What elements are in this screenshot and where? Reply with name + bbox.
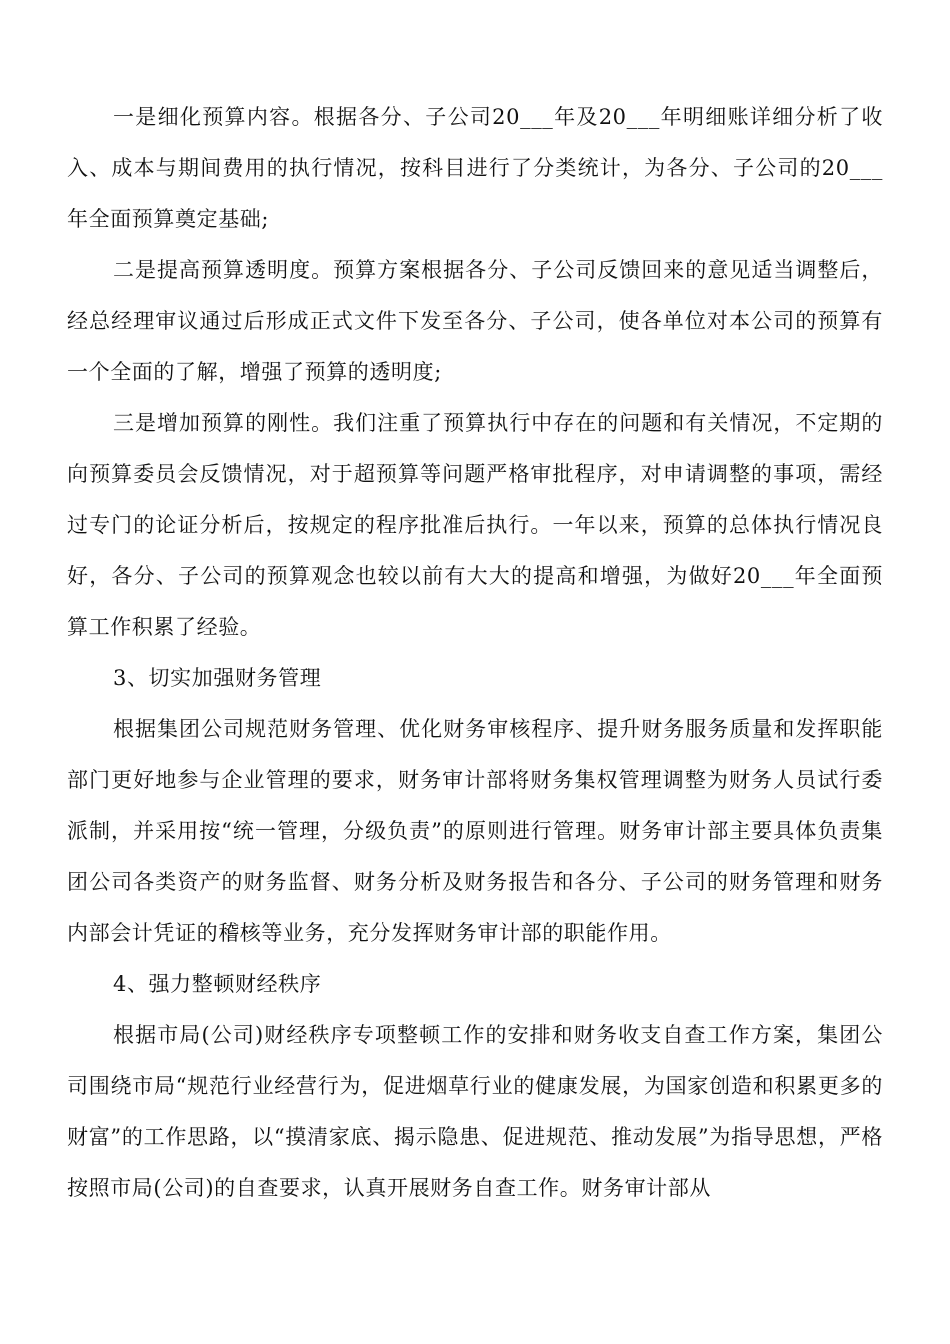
paragraph-budget-rigidity: 三是增加预算的刚性。我们注重了预算执行中存在的问题和有关情况，不定期的向预算委员会反馈情况，对于超预算等问题严格审批程序，对申请调整的事项，需经过专门的论证分析后，按规定的程序批准后执行。一年以来，预算的总体执行情况良好，各分、子公司的预算观念也较以前有大大的提高和增强，为做好20___年全面预算工作积累了经验。 — [67, 411, 883, 639]
paragraph-budget-transparency: 二是提高预算透明度。预算方案根据各分、子公司反馈回来的意见适当调整后，经总经理审议通过后形成正式文件下发至各分、子公司，使各单位对本公司的预算有一个全面的了解，增强了预算的透明度; — [67, 258, 883, 384]
section-heading-financial-order: 4、强力整顿财经秩序 — [113, 972, 322, 996]
document-body — [67, 92, 883, 1214]
section-heading-financial-management: 3、切实加强财务管理 — [113, 666, 322, 690]
paragraph-financial-order: 根据市局(公司)财经秩序专项整顿工作的安排和财务收支自查工作方案，集团公司围绕市局“规范行业经营行为，促进烟草行业的健康发展，为国家创造和积累更多的财富”的工作思路，以“摸清家底、揭示隐患、促进规范、推动发展”为指导思想，严格按照市局(公司)的自查要求，认真开展财务自查工作。财务审计部从 — [67, 1023, 883, 1200]
paragraph-financial-management: 根据集团公司规范财务管理、优化财务审核程序、提升财务服务质量和发挥职能部门更好地参与企业管理的要求，财务审计部将财务集权管理调整为财务人员试行委派制，并采用按“统一管理，分级负责”的原则进行管理。财务审计部主要具体负责集团公司各类资产的财务监督、财务分析及财务报告和各分、子公司的财务管理和财务内部会计凭证的稽核等业务，充分发挥财务审计部的职能作用。 — [67, 717, 883, 945]
paragraph-budget-detail: 一是细化预算内容。根据各分、子公司20___年及20___年明细账详细分析了收入、成本与期间费用的执行情况，按科目进行了分类统计，为各分、子公司的20___年全面预算奠定基础; — [67, 105, 883, 231]
